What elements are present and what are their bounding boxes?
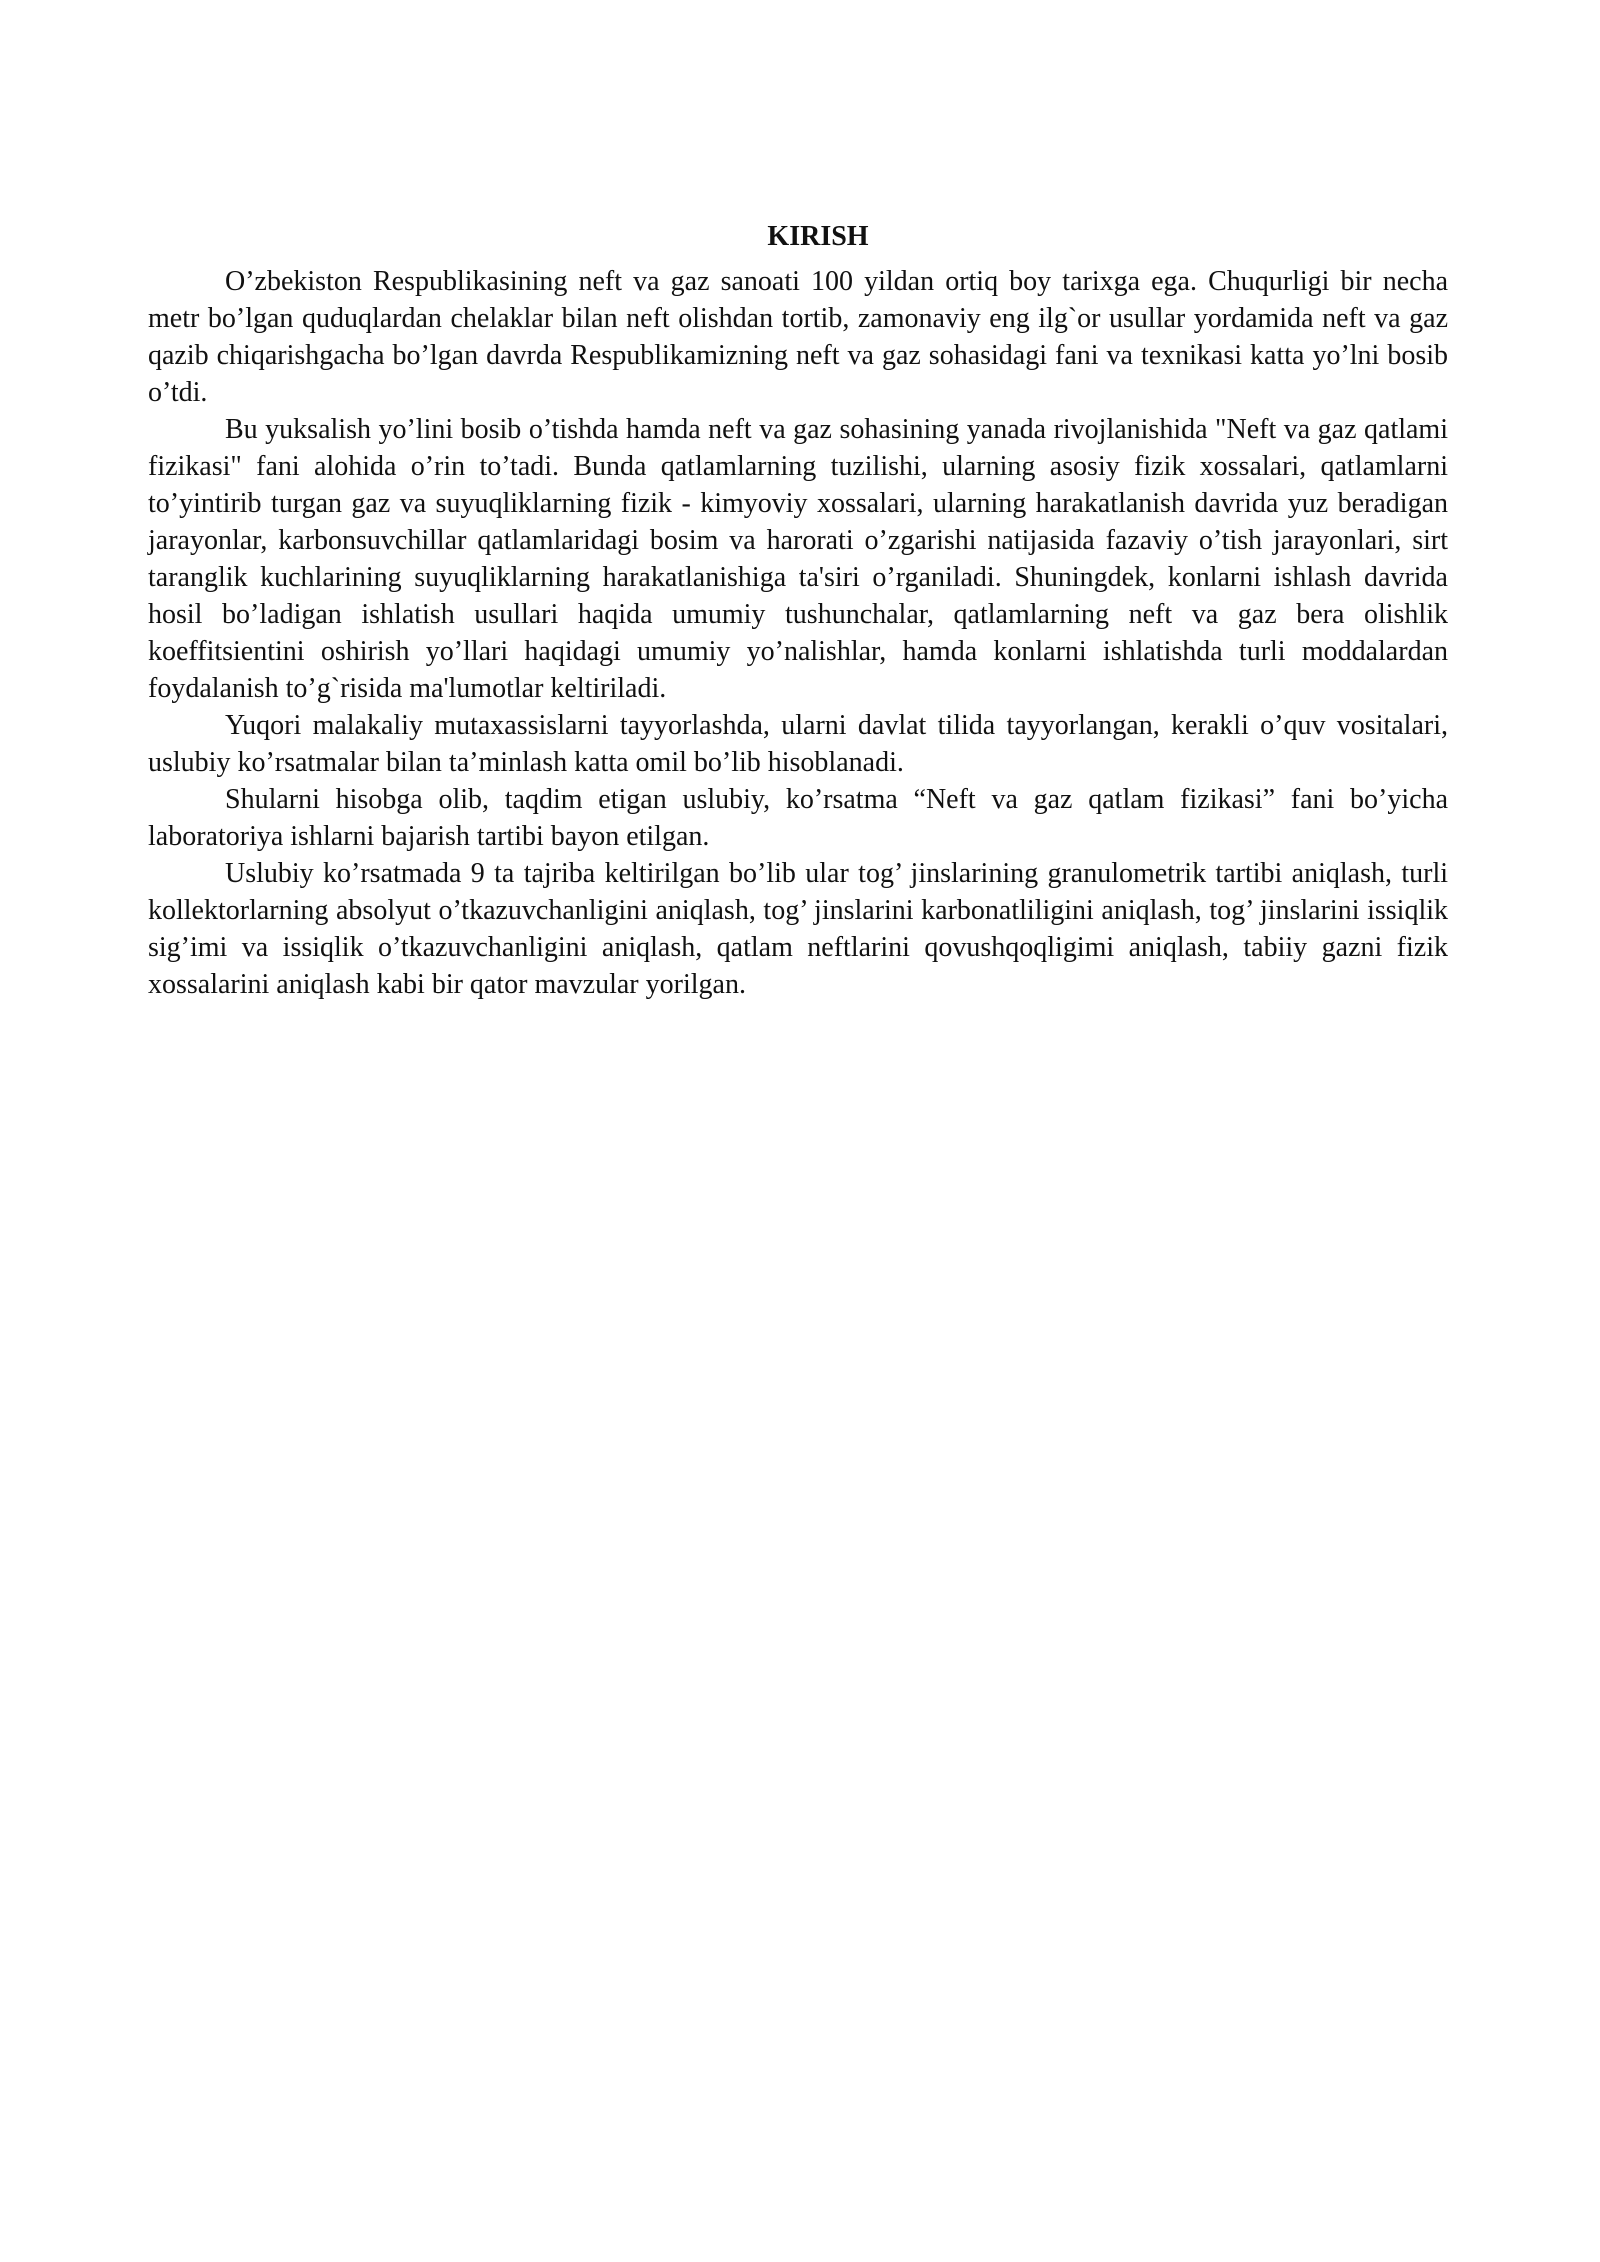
paragraph-training: Yuqori malakaliy mutaxassislarni tayyorlashda, ularni davlat tilida tayyorlangan, kerakli o’quv vositalari, uslubiy ko’rsatmalar bilan ta’minlash katta omil bo’lib hisoblanadi. [148, 710, 1448, 778]
paragraph-experiments: Uslubiy ko’rsatmada 9 ta tajriba keltirilgan bo’lib ular tog’ jinslarining granulometrik tartibi aniqlash, turli kollektorlarning absolyut o’tkazuvchanligini aniqlash, tog’ jinslarini karbonatliligini aniqlash, tog’ jinslarini issiqlik sig’imi va issiqlik o’tkazuvchanligini aniqlash, qatlam neftlarini qovushqoqligimi aniqlash, tabiiy gazni fizik xossalarini aniqlash kabi bir qator mavzular yorilgan. [148, 858, 1448, 1000]
document-title: KIRISH [767, 221, 869, 252]
paragraph-guidelines: Shularni hisobga olib, taqdim etigan uslubiy, ko’rsatma “Neft va gaz qatlam fizikasi” fani bo’yicha laboratoriya ishlarni bajarish tartibi bayon etilgan. [148, 784, 1448, 852]
document-body [148, 218, 1448, 1003]
paragraph-course-subject: Bu yuksalish yo’lini bosib o’tishda hamda neft va gaz sohasining yanada rivojlanishida "Neft va gaz qatlami fizikasi" fani alohida o’rin to’tadi. Bunda qatlamlarning tuzilishi, ularning asosiy fizik xossalari, qatlamlarni to’yintirib turgan gaz va suyuqliklarning fizik - kimyoviy xossalari, ularning harakatlanish davrida yuz beradigan jarayonlar, karbonsuvchillar qatlamlaridagi bosim va harorati o’zgarishi natijasida fazaviy o’tish jarayonlari, sirt taranglik kuchlarining suyuqliklarning harakatlanishiga ta'siri o’rganiladi. Shuningdek, konlarni ishlash davrida hosil bo’ladigan ishlatish usullari haqida umumiy tushunchalar, qatlamlarning neft va gaz bera olishlik koeffitsientini oshirish yo’llari haqidagi umumiy yo’nalishlar, hamda konlarni ishlatishda turli moddalardan foydalanish to’g`risida ma'lumotlar keltiriladi. [148, 414, 1448, 704]
paragraph-history: O’zbekiston Respublikasining neft va gaz sanoati 100 yildan ortiq boy tarixga ega. Chuqurligi bir necha metr bo’lgan quduqlardan chelaklar bilan neft olishdan tortib, zamonaviy eng ilg`or usullar yordamida neft va gaz qazib chiqarishgacha bo’lgan davrda Respublikamizning neft va gaz sohasidagi fani va texnikasi katta yo’lni bosib o’tdi. [148, 266, 1448, 408]
